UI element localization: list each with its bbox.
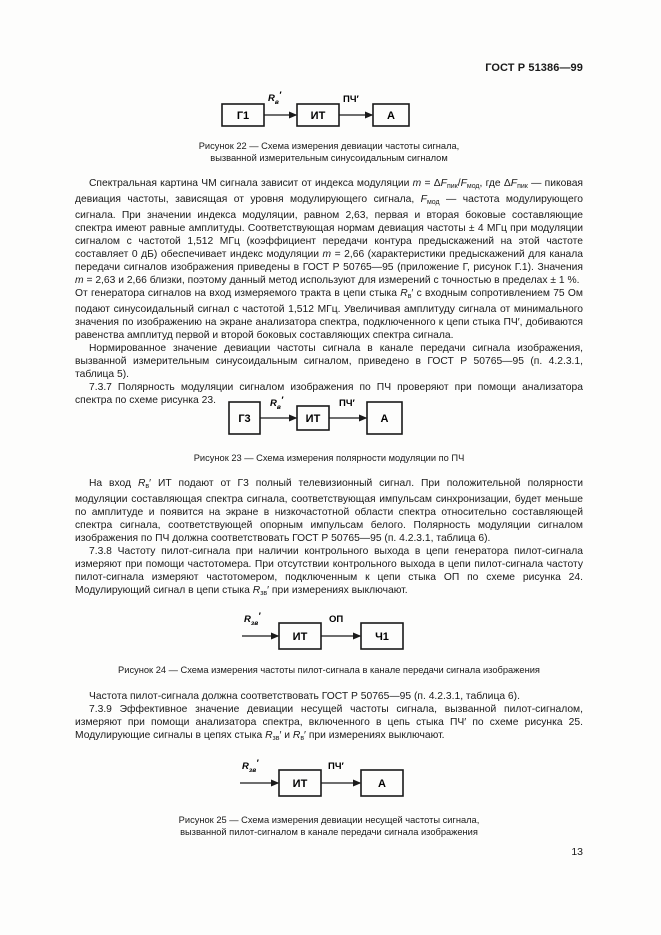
block-it-23-label: ИТ xyxy=(305,413,321,425)
paragraph-pilot-frequency: Частота пилот-сигнала должна соответствовать ГОСТ Р 50765—95 (п. 4.2.3.1, таблица 6). xyxy=(89,691,520,702)
figure-24-caption: Рисунок 24 — Схема измерения частоты пилот-сигнала в канале передачи сигнала изображения xyxy=(118,665,540,675)
fig23-input-label: $R_в'$ xyxy=(270,395,284,411)
paragraph-modulation-index: Спектральная картина ЧМ сигнала зависит от индекса модуляции $m = \Delta F_{пик}/F_{мод}$, где $\Delta F_{пик}$ — пиковая девиация частоты, зависящая от уровня модулирующего сигнала, $F_{мод}$ — частота модулирующего сигнала. При значении индекса модуляции, равном 2,63, первая и вторая боковые составляющие спектра имеют равные амплитуды. Соответствующая нормам девиация частоты ± 4 МГц при модуляции сигналом с частотой 1,512 МГц (коэффициент передачи контура предыскажений на этой частоте составляет 0 дБ) обеспечивает индекс модуляции m = 2,66 (характеристики предыскажений для канала передачи сигналов изображения приведены в ГОСТ Р 50765—95 (приложение Г, рисунок Г.1). Значения m = 2,63 и 2,66 близки, поэтому данный метод используют для измерений с точностью в пределах ± 1 %. xyxy=(75,178,583,286)
fig25-input-label: $R_{зв}'$ xyxy=(242,758,259,774)
fig25-if-label: ПЧ′ xyxy=(328,761,344,772)
fig22-if-label: ПЧ′ xyxy=(343,94,359,105)
body-text-block-2 xyxy=(75,477,583,600)
figure-25-diagram xyxy=(236,753,436,799)
fig24-op-label: ОП xyxy=(329,614,344,625)
block-ch1-label: Ч1 xyxy=(375,631,389,643)
block-a-23-label: А xyxy=(380,413,389,425)
fig23-if-label: ПЧ′ xyxy=(339,398,355,409)
fig24-input-label: $R_{зв}'$ xyxy=(244,611,261,627)
body-text-block-1 xyxy=(75,177,583,407)
block-g1-label: Г1 xyxy=(236,110,250,122)
figure-25-caption: Рисунок 25 — Схема измерения девиации несущей частоты сигнала, вызванной пилот-сигналом в канале передачи сигнала изображения xyxy=(178,815,480,837)
paragraph-7-3-7: 7.3.7 Полярность модуляции сигналом изображения по ПЧ проверяют при помощи анализатора спектра по схеме рисунка 23. xyxy=(75,382,583,406)
paragraph-7-3-9: 7.3.9 Эффективное значение девиации несущей частоты сигнала, вызванной пилот-сигналом, измеряют при помощи анализатора спектра, включенного в цепь стыка ПЧ′ по схеме рисунка 25. Модулирующие сигналы в цепях стыка $R_{зв}'$ и $R_в'$ при измерениях выключают. xyxy=(75,704,583,742)
paragraph-generator-setup: От генератора сигналов на вход измеряемого тракта в цепи стыка $R_в'$ с входным сопротивлением 75 Ом подают синусоидальный сигнал с частотой 1,512 МГц. Увеличивая амплитуду сигнала от минимального значения по изображению на экране анализатора спектра, подключенного к цепи стыка ПЧ′, добиваются равенства амплитуд первой и второй боковых составляющих спектра сигнала. xyxy=(75,288,583,341)
block-it-label: ИТ xyxy=(310,110,326,122)
fig22-input-label: $R_в'$ xyxy=(268,90,282,106)
page-number: 13 xyxy=(571,846,583,858)
figure-22-caption: Рисунок 22 — Схема измерения девиации частоты сигнала, вызванной измерительным синусоидальным сигналом xyxy=(198,141,460,163)
paragraph-7-3-8: 7.3.8 Частоту пилот-сигнала при наличии контрольного выхода в цепи генератора пилот-сигнала измеряют при помощи частотомера. При отсутствии контрольного выхода в цепи пилот-сигнала частоту пилот-сигнала измеряют частотомером, подключенным к цепи стыка ОП по схеме рисунка 24. Модулирующий сигнал в цепи стыка $R_{зв}'$ при измерениях выключают. xyxy=(75,546,583,597)
paragraph-polarity: На вход $R_в'$ ИТ подают от Г3 полный телевизионный сигнал. При положительной полярности модуляции составляющая спектра сигнала, соответствующая импульсам синхронизации, будет меньше по амплитуде и появится на экране в низкочастотной области спектра относительно составляющей спектра сигнала, соответствующей опорным импульсам белого. Полярность модуляции сигналом изображения по ПЧ должна соответствовать ГОСТ Р 50765—95 (п. 4.2.3.1, таблица 6). xyxy=(75,478,583,544)
figure-24-diagram xyxy=(236,606,436,652)
document-code: ГОСТ Р 51386—99 xyxy=(485,62,583,74)
body-text-block-3 xyxy=(75,690,583,745)
figure-22-diagram xyxy=(200,92,460,132)
block-it-25-label: ИТ xyxy=(292,778,308,790)
figure-23-diagram xyxy=(214,392,444,442)
figure-23-caption: Рисунок 23 — Схема измерения полярности модуляции по ПЧ xyxy=(193,453,465,463)
block-it-24-label: ИТ xyxy=(292,631,308,643)
block-g3-label: Г3 xyxy=(238,413,251,425)
block-a-25-label: А xyxy=(378,778,386,790)
paragraph-normalized-deviation: Нормированное значение девиации частоты сигнала в канале передачи сигнала изображения, вызванной измерительным синусоидальным сигналом, приведено в ГОСТ Р 50765—95 (п. 4.2.3.1, таблица 5). xyxy=(75,343,583,380)
block-a-label: А xyxy=(387,110,395,122)
